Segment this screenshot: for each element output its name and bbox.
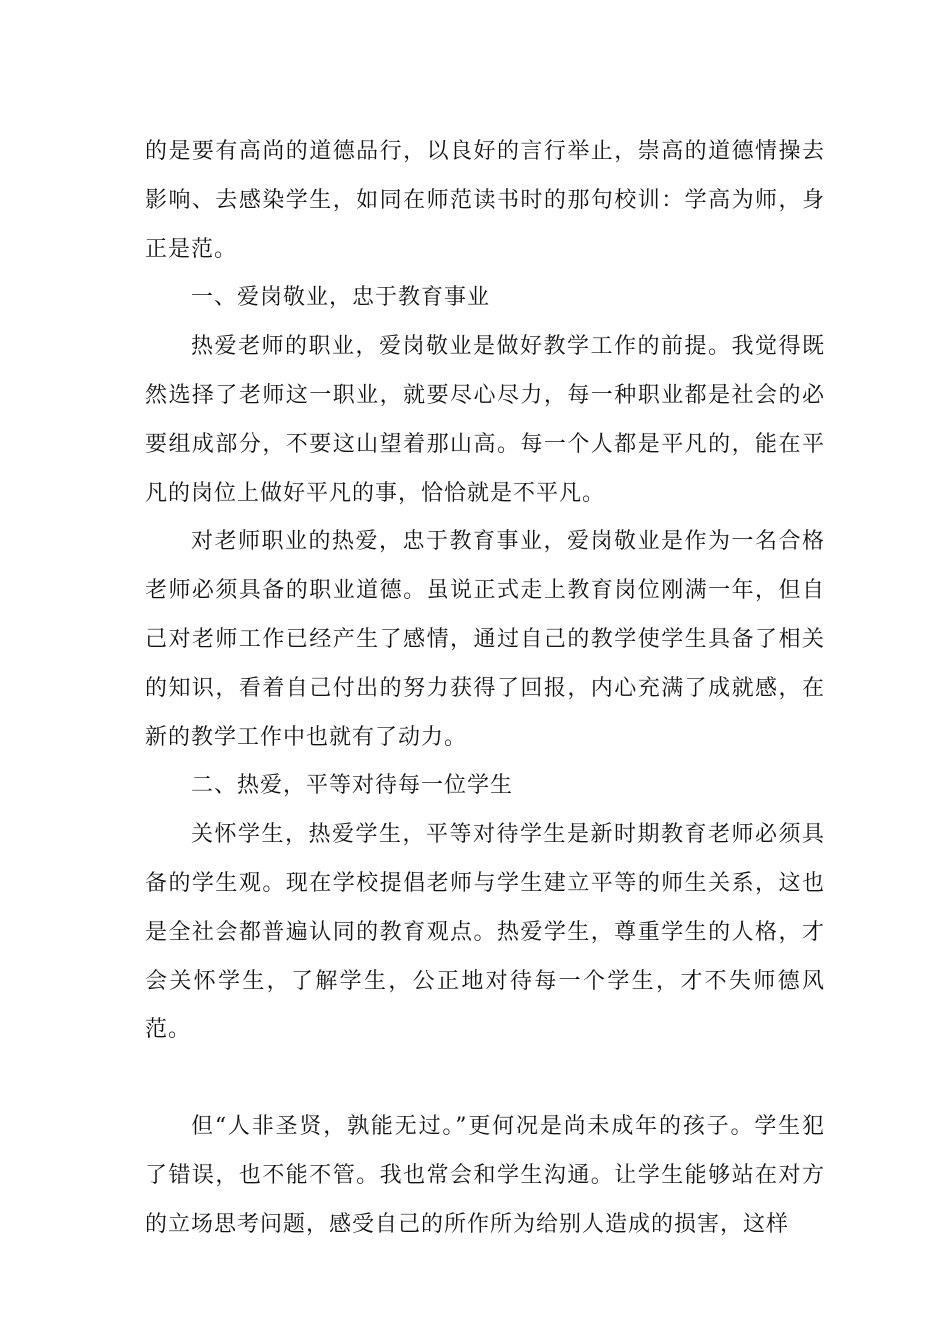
document-body [145, 128, 825, 1250]
paragraph-continuation: 的是要有高尚的道德品行，以良好的言行举止，崇高的道德情操去影响、去感染学生，如同在师范读书时的那句校训：学高为师，身正是范。 [145, 139, 825, 262]
paragraph-2: 对老师职业的热爱，忠于教育事业，爱岗敬业是作为一名合格老师必须具备的职业道德。虽说正式走上教育岗位刚满一年，但自己对老师工作已经产生了感情，通过自己的教学使学生具备了相关的知识，看着自己付出的努力获得了回报，内心充满了成就感，在新的教学工作中也就有了动力。 [145, 529, 825, 750]
section-heading-1: 一、爱岗敬业，忠于教育事业 [191, 285, 491, 311]
paragraph-1: 热爱老师的职业，爱岗敬业是做好教学工作的前提。我觉得既然选择了老师这一职业，就要尽心尽力，每一种职业都是社会的必要组成部分，不要这山望着那山高。每一个人都是平凡的，能在平凡的岗位上做好平凡的事，恰恰就是不平凡。 [145, 334, 825, 506]
blank-line [145, 1055, 825, 1103]
paragraph-3: 关怀学生，热爱学生，平等对待学生是新时期教育老师必须具备的学生观。现在学校提倡老师与学生建立平等的师生关系，这也是全社会都普遍认同的教育观点。热爱学生，尊重学生的人格，才会关怀学生，了解学生，公正地对待每一个学生，才不失师德风范。 [145, 822, 825, 1043]
paragraph-4: 但“人非圣贤，孰能无过。”更何况是尚未成年的孩子。学生犯了错误，也不能不管。我也常会和学生沟通。让学生能够站在对方的立场思考问题，感受自己的所作所为给别人造成的损害，这样 [145, 1114, 825, 1237]
section-heading-2: 二、热爱，平等对待每一位学生 [191, 773, 514, 799]
